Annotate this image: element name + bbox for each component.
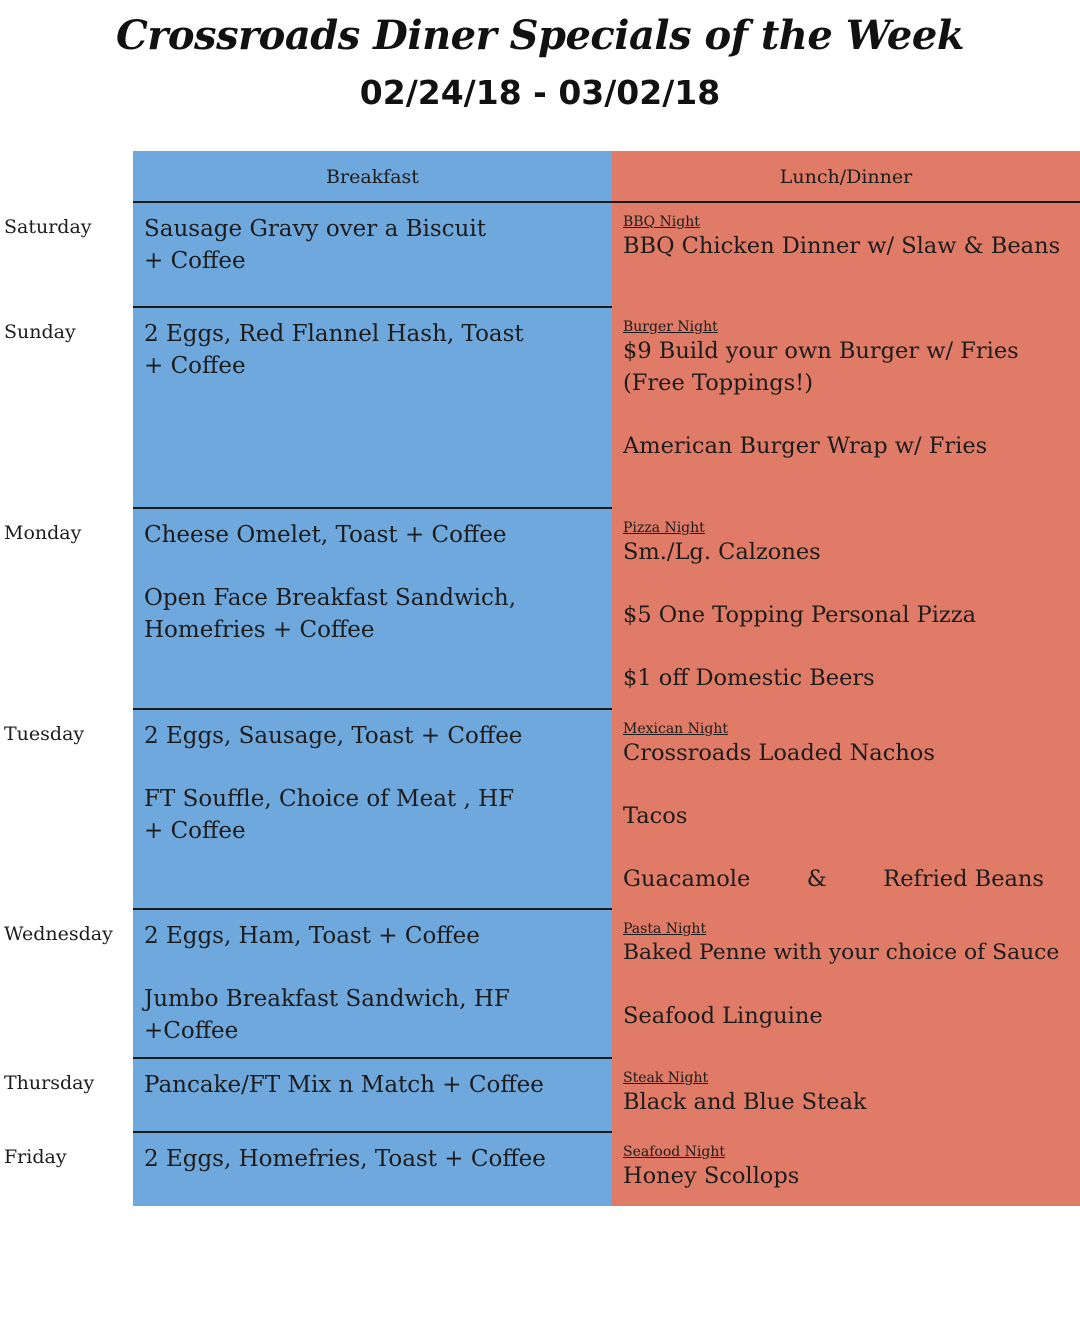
dinner-item: Crossroads Loaded Nachos (623, 740, 935, 766)
theme-night-label: Seafood Night (623, 1144, 726, 1160)
dinner-item: Sm./Lg. Calzones (623, 539, 821, 565)
dinner-cell (612, 308, 1080, 509)
table-row-wednesday (0, 910, 1080, 1059)
sides-ampersand: & (806, 866, 827, 892)
breakfast-cell (133, 710, 612, 910)
breakfast-item: FT Souffle, Choice of Meat , HF + Coffee (144, 786, 515, 844)
dinner-item: BBQ Chicken Dinner w/ Slaw & Beans (623, 233, 1061, 259)
dinner-item: American Burger Wrap w/ Fries (623, 433, 988, 459)
date-range: 02/24/18 - 03/02/18 (359, 73, 721, 112)
theme-night-label: Pasta Night (623, 921, 707, 937)
theme-night-label: BBQ Night (623, 214, 700, 230)
dinner-cell (612, 710, 1080, 910)
dinner-cell (612, 203, 1080, 308)
sides-guacamole: Guacamole (623, 866, 751, 892)
dinner-item: Tacos (623, 803, 688, 829)
dinner-item: Black and Blue Steak (623, 1089, 867, 1115)
dinner-item: Honey Scollops (623, 1163, 800, 1189)
breakfast-item: 2 Eggs, Homefries, Toast + Coffee (144, 1146, 546, 1172)
table-row-friday (0, 1133, 1080, 1206)
day-label: Saturday (4, 216, 92, 238)
lunch-dinner-column-header: Lunch/Dinner (612, 151, 1080, 203)
breakfast-item: Sausage Gravy over a Biscuit + Coffee (144, 216, 486, 274)
breakfast-item: Open Face Breakfast Sandwich, Homefries + Coffee (144, 585, 517, 643)
theme-night-label: Steak Night (623, 1070, 709, 1086)
theme-night-label: Burger Night (623, 319, 718, 335)
table-row-thursday (0, 1059, 1080, 1133)
day-label: Thursday (4, 1072, 95, 1094)
specials-table (0, 151, 1080, 1206)
breakfast-column-header: Breakfast (133, 151, 612, 203)
theme-night-label: Pizza Night (623, 520, 705, 536)
breakfast-cell (133, 203, 612, 308)
breakfast-item: Jumbo Breakfast Sandwich, HF +Coffee (144, 986, 510, 1044)
dinner-item-sides (623, 863, 1044, 895)
breakfast-cell (133, 1059, 612, 1133)
page-title: Crossroads Diner Specials of the Week (115, 12, 965, 59)
table-header (0, 151, 1080, 203)
theme-night-label: Mexican Night (623, 721, 728, 737)
breakfast-cell (133, 509, 612, 710)
breakfast-item: Pancake/FT Mix n Match + Coffee (144, 1072, 544, 1098)
breakfast-item: 2 Eggs, Red Flannel Hash, Toast + Coffee (144, 321, 524, 379)
dinner-cell (612, 1133, 1080, 1206)
dinner-item: $9 Build your own Burger w/ Fries (Free Toppings!) (623, 338, 1019, 396)
dinner-cell (612, 1059, 1080, 1133)
dinner-item: $5 One Topping Personal Pizza (623, 602, 977, 628)
breakfast-item: 2 Eggs, Ham, Toast + Coffee (144, 923, 480, 949)
breakfast-item: Cheese Omelet, Toast + Coffee (144, 522, 507, 548)
sides-refried-beans: Refried Beans (883, 866, 1044, 892)
day-label: Wednesday (4, 923, 113, 945)
day-label: Tuesday (4, 723, 85, 745)
breakfast-item: 2 Eggs, Sausage, Toast + Coffee (144, 723, 523, 749)
table-row-tuesday (0, 710, 1080, 910)
day-label: Friday (4, 1146, 67, 1168)
dinner-cell (612, 509, 1080, 710)
dinner-item: $1 off Domestic Beers (623, 665, 875, 691)
table-row-saturday (0, 203, 1080, 308)
dinner-item: Baked Penne with your choice of Sauce (623, 940, 1060, 965)
day-label: Sunday (4, 321, 76, 343)
dinner-cell (612, 910, 1080, 1059)
table-row-sunday (0, 308, 1080, 509)
table-row-monday (0, 509, 1080, 710)
breakfast-cell (133, 1133, 612, 1206)
day-label: Monday (4, 522, 82, 544)
breakfast-cell (133, 910, 612, 1059)
breakfast-cell (133, 308, 612, 509)
dinner-item: Seafood Linguine (623, 1003, 823, 1029)
